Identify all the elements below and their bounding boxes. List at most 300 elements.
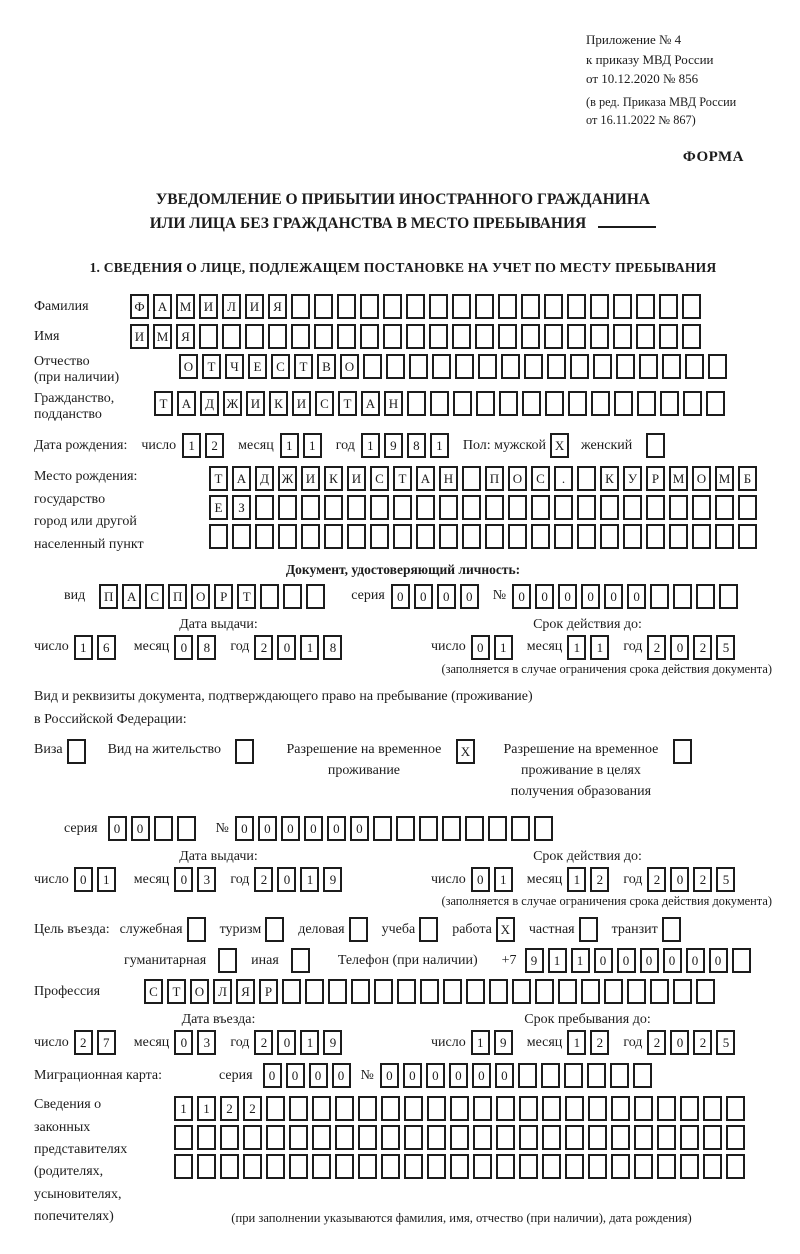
char-cell[interactable]: 1 bbox=[97, 867, 116, 892]
char-cell[interactable] bbox=[465, 816, 484, 841]
char-cell[interactable]: Т bbox=[167, 979, 186, 1004]
char-cell[interactable]: 1 bbox=[471, 1030, 490, 1055]
char-cell[interactable] bbox=[499, 391, 518, 416]
char-cell[interactable] bbox=[634, 1125, 653, 1150]
char-cell[interactable] bbox=[370, 495, 389, 520]
char-cell[interactable] bbox=[283, 584, 302, 609]
char-cell[interactable] bbox=[682, 324, 701, 349]
char-cell[interactable]: 1 bbox=[74, 635, 93, 660]
char-cell[interactable] bbox=[381, 1154, 400, 1179]
char-cell[interactable]: 2 bbox=[590, 867, 609, 892]
char-cell[interactable] bbox=[564, 1063, 583, 1088]
purpose-business-checkbox[interactable] bbox=[349, 917, 368, 942]
char-cell[interactable] bbox=[650, 584, 669, 609]
char-cell[interactable] bbox=[545, 391, 564, 416]
char-cell[interactable] bbox=[531, 495, 550, 520]
char-cell[interactable] bbox=[301, 524, 320, 549]
char-cell[interactable]: О bbox=[508, 466, 527, 491]
char-cell[interactable]: 0 bbox=[174, 635, 193, 660]
char-cell[interactable] bbox=[266, 1096, 285, 1121]
char-cell[interactable]: 7 bbox=[97, 1030, 116, 1055]
sex-female-checkbox[interactable] bbox=[646, 433, 665, 458]
char-cell[interactable] bbox=[577, 495, 596, 520]
char-cell[interactable]: 0 bbox=[437, 584, 456, 609]
char-cell[interactable] bbox=[374, 979, 393, 1004]
char-cell[interactable] bbox=[614, 391, 633, 416]
char-cell[interactable] bbox=[289, 1096, 308, 1121]
char-cell[interactable] bbox=[547, 354, 566, 379]
char-cell[interactable]: 0 bbox=[263, 1063, 282, 1088]
char-cell[interactable] bbox=[305, 979, 324, 1004]
char-cell[interactable]: 0 bbox=[74, 867, 93, 892]
char-cell[interactable] bbox=[220, 1125, 239, 1150]
char-cell[interactable] bbox=[324, 495, 343, 520]
char-cell[interactable] bbox=[542, 1125, 561, 1150]
char-cell[interactable]: 0 bbox=[627, 584, 646, 609]
char-cell[interactable]: Т bbox=[209, 466, 228, 491]
char-cell[interactable]: С bbox=[531, 466, 550, 491]
char-cell[interactable] bbox=[568, 391, 587, 416]
char-cell[interactable] bbox=[577, 524, 596, 549]
char-cell[interactable] bbox=[696, 584, 715, 609]
char-cell[interactable] bbox=[453, 391, 472, 416]
char-cell[interactable] bbox=[593, 354, 612, 379]
char-cell[interactable] bbox=[715, 495, 734, 520]
char-cell[interactable]: 0 bbox=[604, 584, 623, 609]
char-cell[interactable]: 0 bbox=[380, 1063, 399, 1088]
char-cell[interactable] bbox=[337, 294, 356, 319]
char-cell[interactable] bbox=[600, 524, 619, 549]
char-cell[interactable] bbox=[416, 524, 435, 549]
char-cell[interactable] bbox=[669, 524, 688, 549]
char-cell[interactable]: 0 bbox=[686, 948, 705, 973]
char-cell[interactable]: Д bbox=[200, 391, 219, 416]
char-cell[interactable] bbox=[657, 1096, 676, 1121]
char-cell[interactable] bbox=[222, 324, 241, 349]
char-cell[interactable] bbox=[522, 391, 541, 416]
char-cell[interactable]: 1 bbox=[300, 635, 319, 660]
char-cell[interactable]: М bbox=[176, 294, 195, 319]
char-cell[interactable] bbox=[501, 354, 520, 379]
char-cell[interactable] bbox=[732, 948, 751, 973]
char-cell[interactable] bbox=[680, 1154, 699, 1179]
char-cell[interactable]: 1 bbox=[303, 433, 322, 458]
char-cell[interactable] bbox=[278, 495, 297, 520]
char-cell[interactable]: 0 bbox=[332, 1063, 351, 1088]
char-cell[interactable]: 5 bbox=[716, 867, 735, 892]
char-cell[interactable] bbox=[291, 324, 310, 349]
char-cell[interactable] bbox=[519, 1125, 538, 1150]
char-cell[interactable]: 0 bbox=[327, 816, 346, 841]
char-cell[interactable]: 0 bbox=[131, 816, 150, 841]
char-cell[interactable]: К bbox=[324, 466, 343, 491]
char-cell[interactable]: 9 bbox=[525, 948, 544, 973]
char-cell[interactable]: 8 bbox=[323, 635, 342, 660]
char-cell[interactable]: 1 bbox=[182, 433, 201, 458]
char-cell[interactable]: И bbox=[246, 391, 265, 416]
char-cell[interactable] bbox=[633, 1063, 652, 1088]
char-cell[interactable] bbox=[541, 1063, 560, 1088]
char-cell[interactable]: 2 bbox=[254, 635, 273, 660]
char-cell[interactable] bbox=[416, 495, 435, 520]
char-cell[interactable]: Ж bbox=[223, 391, 242, 416]
char-cell[interactable]: 1 bbox=[567, 867, 586, 892]
char-cell[interactable]: 8 bbox=[197, 635, 216, 660]
char-cell[interactable] bbox=[154, 816, 173, 841]
char-cell[interactable] bbox=[558, 979, 577, 1004]
char-cell[interactable]: 0 bbox=[581, 584, 600, 609]
char-cell[interactable] bbox=[404, 1154, 423, 1179]
char-cell[interactable] bbox=[475, 294, 494, 319]
char-cell[interactable] bbox=[685, 354, 704, 379]
char-cell[interactable]: М bbox=[715, 466, 734, 491]
char-cell[interactable] bbox=[266, 1125, 285, 1150]
purpose-tourism-checkbox[interactable] bbox=[265, 917, 284, 942]
char-cell[interactable] bbox=[542, 1154, 561, 1179]
char-cell[interactable] bbox=[177, 816, 196, 841]
char-cell[interactable] bbox=[306, 584, 325, 609]
char-cell[interactable] bbox=[496, 1125, 515, 1150]
char-cell[interactable] bbox=[396, 816, 415, 841]
char-cell[interactable] bbox=[703, 1154, 722, 1179]
char-cell[interactable]: А bbox=[177, 391, 196, 416]
char-cell[interactable] bbox=[634, 1154, 653, 1179]
char-cell[interactable]: 0 bbox=[391, 584, 410, 609]
char-cell[interactable] bbox=[406, 294, 425, 319]
char-cell[interactable] bbox=[636, 294, 655, 319]
char-cell[interactable] bbox=[220, 1154, 239, 1179]
char-cell[interactable] bbox=[427, 1125, 446, 1150]
char-cell[interactable]: 3 bbox=[197, 1030, 216, 1055]
char-cell[interactable]: 0 bbox=[558, 584, 577, 609]
char-cell[interactable]: 5 bbox=[716, 635, 735, 660]
char-cell[interactable] bbox=[462, 495, 481, 520]
char-cell[interactable]: П bbox=[168, 584, 187, 609]
char-cell[interactable]: Т bbox=[202, 354, 221, 379]
char-cell[interactable] bbox=[197, 1125, 216, 1150]
char-cell[interactable]: 2 bbox=[205, 433, 224, 458]
char-cell[interactable]: 0 bbox=[495, 1063, 514, 1088]
char-cell[interactable] bbox=[358, 1096, 377, 1121]
char-cell[interactable] bbox=[639, 354, 658, 379]
purpose-official-checkbox[interactable] bbox=[187, 917, 206, 942]
char-cell[interactable]: И bbox=[347, 466, 366, 491]
char-cell[interactable] bbox=[591, 391, 610, 416]
char-cell[interactable] bbox=[616, 354, 635, 379]
char-cell[interactable]: 0 bbox=[426, 1063, 445, 1088]
char-cell[interactable] bbox=[662, 354, 681, 379]
char-cell[interactable] bbox=[623, 495, 642, 520]
char-cell[interactable]: Ч bbox=[225, 354, 244, 379]
char-cell[interactable]: 1 bbox=[300, 1030, 319, 1055]
char-cell[interactable]: Ж bbox=[278, 466, 297, 491]
char-cell[interactable]: 2 bbox=[254, 867, 273, 892]
char-cell[interactable]: 0 bbox=[709, 948, 728, 973]
char-cell[interactable] bbox=[554, 524, 573, 549]
char-cell[interactable]: А bbox=[153, 294, 172, 319]
char-cell[interactable] bbox=[673, 979, 692, 1004]
char-cell[interactable] bbox=[508, 524, 527, 549]
char-cell[interactable] bbox=[611, 1125, 630, 1150]
char-cell[interactable] bbox=[524, 354, 543, 379]
char-cell[interactable]: 1 bbox=[280, 433, 299, 458]
char-cell[interactable]: 2 bbox=[693, 867, 712, 892]
char-cell[interactable] bbox=[466, 979, 485, 1004]
char-cell[interactable] bbox=[450, 1125, 469, 1150]
char-cell[interactable] bbox=[328, 979, 347, 1004]
char-cell[interactable] bbox=[590, 324, 609, 349]
char-cell[interactable] bbox=[386, 354, 405, 379]
char-cell[interactable] bbox=[393, 524, 412, 549]
char-cell[interactable] bbox=[696, 979, 715, 1004]
char-cell[interactable]: У bbox=[623, 466, 642, 491]
temp-residence-checkbox[interactable]: X bbox=[456, 739, 475, 764]
char-cell[interactable] bbox=[565, 1096, 584, 1121]
char-cell[interactable]: 0 bbox=[617, 948, 636, 973]
char-cell[interactable] bbox=[570, 354, 589, 379]
char-cell[interactable] bbox=[282, 979, 301, 1004]
char-cell[interactable] bbox=[627, 979, 646, 1004]
char-cell[interactable] bbox=[312, 1154, 331, 1179]
char-cell[interactable] bbox=[587, 1063, 606, 1088]
char-cell[interactable]: Л bbox=[213, 979, 232, 1004]
char-cell[interactable]: С bbox=[145, 584, 164, 609]
char-cell[interactable]: А bbox=[122, 584, 141, 609]
char-cell[interactable] bbox=[534, 816, 553, 841]
char-cell[interactable]: Е bbox=[248, 354, 267, 379]
char-cell[interactable] bbox=[476, 391, 495, 416]
char-cell[interactable]: 0 bbox=[670, 1030, 689, 1055]
char-cell[interactable]: М bbox=[153, 324, 172, 349]
char-cell[interactable]: 1 bbox=[571, 948, 590, 973]
char-cell[interactable] bbox=[245, 324, 264, 349]
char-cell[interactable] bbox=[646, 524, 665, 549]
char-cell[interactable] bbox=[521, 324, 540, 349]
char-cell[interactable]: Т bbox=[393, 466, 412, 491]
char-cell[interactable] bbox=[518, 1063, 537, 1088]
char-cell[interactable] bbox=[429, 294, 448, 319]
char-cell[interactable] bbox=[209, 524, 228, 549]
char-cell[interactable] bbox=[314, 324, 333, 349]
char-cell[interactable]: И bbox=[292, 391, 311, 416]
char-cell[interactable] bbox=[738, 495, 757, 520]
char-cell[interactable] bbox=[462, 524, 481, 549]
char-cell[interactable] bbox=[360, 324, 379, 349]
char-cell[interactable]: В bbox=[317, 354, 336, 379]
char-cell[interactable] bbox=[703, 1096, 722, 1121]
char-cell[interactable]: 1 bbox=[494, 867, 513, 892]
char-cell[interactable]: К bbox=[269, 391, 288, 416]
char-cell[interactable]: 0 bbox=[472, 1063, 491, 1088]
char-cell[interactable] bbox=[337, 324, 356, 349]
char-cell[interactable]: 0 bbox=[281, 816, 300, 841]
char-cell[interactable]: 0 bbox=[277, 1030, 296, 1055]
char-cell[interactable]: Р bbox=[214, 584, 233, 609]
char-cell[interactable] bbox=[588, 1154, 607, 1179]
char-cell[interactable] bbox=[450, 1154, 469, 1179]
char-cell[interactable] bbox=[289, 1154, 308, 1179]
char-cell[interactable] bbox=[243, 1154, 262, 1179]
char-cell[interactable]: 1 bbox=[494, 635, 513, 660]
char-cell[interactable]: 1 bbox=[548, 948, 567, 973]
char-cell[interactable] bbox=[430, 391, 449, 416]
char-cell[interactable] bbox=[692, 524, 711, 549]
char-cell[interactable] bbox=[544, 324, 563, 349]
char-cell[interactable] bbox=[660, 391, 679, 416]
char-cell[interactable] bbox=[636, 324, 655, 349]
char-cell[interactable] bbox=[381, 1125, 400, 1150]
char-cell[interactable]: 1 bbox=[361, 433, 380, 458]
char-cell[interactable]: 1 bbox=[197, 1096, 216, 1121]
char-cell[interactable]: 0 bbox=[235, 816, 254, 841]
char-cell[interactable]: О bbox=[191, 584, 210, 609]
char-cell[interactable]: С bbox=[315, 391, 334, 416]
char-cell[interactable] bbox=[335, 1154, 354, 1179]
char-cell[interactable]: С bbox=[370, 466, 389, 491]
char-cell[interactable] bbox=[199, 324, 218, 349]
char-cell[interactable]: А bbox=[416, 466, 435, 491]
char-cell[interactable]: 2 bbox=[220, 1096, 239, 1121]
char-cell[interactable] bbox=[432, 354, 451, 379]
purpose-study-checkbox[interactable] bbox=[419, 917, 438, 942]
char-cell[interactable]: 0 bbox=[663, 948, 682, 973]
char-cell[interactable] bbox=[680, 1125, 699, 1150]
char-cell[interactable] bbox=[498, 324, 517, 349]
char-cell[interactable]: 0 bbox=[309, 1063, 328, 1088]
char-cell[interactable]: 0 bbox=[670, 635, 689, 660]
char-cell[interactable] bbox=[439, 495, 458, 520]
char-cell[interactable] bbox=[174, 1125, 193, 1150]
visa-checkbox[interactable] bbox=[67, 739, 86, 764]
char-cell[interactable] bbox=[659, 294, 678, 319]
char-cell[interactable] bbox=[312, 1096, 331, 1121]
char-cell[interactable] bbox=[260, 584, 279, 609]
char-cell[interactable] bbox=[682, 294, 701, 319]
char-cell[interactable] bbox=[657, 1125, 676, 1150]
char-cell[interactable]: 2 bbox=[647, 867, 666, 892]
char-cell[interactable] bbox=[613, 294, 632, 319]
char-cell[interactable] bbox=[508, 495, 527, 520]
char-cell[interactable]: Р bbox=[259, 979, 278, 1004]
char-cell[interactable] bbox=[278, 524, 297, 549]
char-cell[interactable]: Т bbox=[338, 391, 357, 416]
char-cell[interactable] bbox=[347, 495, 366, 520]
char-cell[interactable] bbox=[268, 324, 287, 349]
char-cell[interactable]: Н bbox=[439, 466, 458, 491]
char-cell[interactable] bbox=[577, 466, 596, 491]
char-cell[interactable] bbox=[565, 1125, 584, 1150]
char-cell[interactable]: 2 bbox=[647, 635, 666, 660]
char-cell[interactable]: 1 bbox=[567, 1030, 586, 1055]
char-cell[interactable] bbox=[335, 1125, 354, 1150]
char-cell[interactable] bbox=[703, 1125, 722, 1150]
char-cell[interactable] bbox=[715, 524, 734, 549]
char-cell[interactable] bbox=[255, 524, 274, 549]
char-cell[interactable] bbox=[452, 294, 471, 319]
char-cell[interactable] bbox=[535, 979, 554, 1004]
char-cell[interactable] bbox=[669, 495, 688, 520]
char-cell[interactable] bbox=[611, 1096, 630, 1121]
char-cell[interactable]: 0 bbox=[304, 816, 323, 841]
char-cell[interactable] bbox=[554, 495, 573, 520]
char-cell[interactable] bbox=[488, 816, 507, 841]
char-cell[interactable] bbox=[427, 1154, 446, 1179]
char-cell[interactable] bbox=[429, 324, 448, 349]
char-cell[interactable] bbox=[370, 524, 389, 549]
char-cell[interactable]: П bbox=[99, 584, 118, 609]
char-cell[interactable]: 1 bbox=[590, 635, 609, 660]
char-cell[interactable]: 9 bbox=[323, 867, 342, 892]
char-cell[interactable] bbox=[383, 324, 402, 349]
char-cell[interactable] bbox=[611, 1154, 630, 1179]
char-cell[interactable]: 0 bbox=[174, 867, 193, 892]
char-cell[interactable]: Т bbox=[294, 354, 313, 379]
char-cell[interactable] bbox=[706, 391, 725, 416]
char-cell[interactable] bbox=[443, 979, 462, 1004]
char-cell[interactable] bbox=[397, 979, 416, 1004]
char-cell[interactable]: Д bbox=[255, 466, 274, 491]
char-cell[interactable]: . bbox=[554, 466, 573, 491]
char-cell[interactable] bbox=[531, 524, 550, 549]
char-cell[interactable]: Я bbox=[268, 294, 287, 319]
char-cell[interactable]: 6 bbox=[97, 635, 116, 660]
char-cell[interactable]: 0 bbox=[460, 584, 479, 609]
char-cell[interactable] bbox=[404, 1125, 423, 1150]
char-cell[interactable] bbox=[519, 1096, 538, 1121]
char-cell[interactable] bbox=[381, 1096, 400, 1121]
char-cell[interactable] bbox=[512, 979, 531, 1004]
char-cell[interactable]: Р bbox=[646, 466, 665, 491]
char-cell[interactable] bbox=[542, 1096, 561, 1121]
sex-male-checkbox[interactable]: X bbox=[550, 433, 569, 458]
char-cell[interactable]: Н bbox=[384, 391, 403, 416]
char-cell[interactable]: И bbox=[301, 466, 320, 491]
char-cell[interactable] bbox=[243, 1125, 262, 1150]
char-cell[interactable]: К bbox=[600, 466, 619, 491]
char-cell[interactable] bbox=[683, 391, 702, 416]
char-cell[interactable]: 1 bbox=[430, 433, 449, 458]
char-cell[interactable] bbox=[266, 1154, 285, 1179]
char-cell[interactable]: 0 bbox=[449, 1063, 468, 1088]
char-cell[interactable]: 9 bbox=[494, 1030, 513, 1055]
char-cell[interactable]: А bbox=[361, 391, 380, 416]
char-cell[interactable] bbox=[383, 294, 402, 319]
char-cell[interactable] bbox=[726, 1125, 745, 1150]
char-cell[interactable]: Я bbox=[236, 979, 255, 1004]
char-cell[interactable] bbox=[496, 1096, 515, 1121]
char-cell[interactable] bbox=[478, 354, 497, 379]
char-cell[interactable]: 9 bbox=[323, 1030, 342, 1055]
char-cell[interactable]: 0 bbox=[286, 1063, 305, 1088]
char-cell[interactable] bbox=[409, 354, 428, 379]
char-cell[interactable] bbox=[232, 524, 251, 549]
char-cell[interactable] bbox=[442, 816, 461, 841]
char-cell[interactable]: И bbox=[199, 294, 218, 319]
char-cell[interactable]: 0 bbox=[174, 1030, 193, 1055]
char-cell[interactable] bbox=[719, 584, 738, 609]
char-cell[interactable] bbox=[485, 495, 504, 520]
char-cell[interactable]: О bbox=[179, 354, 198, 379]
char-cell[interactable]: 2 bbox=[243, 1096, 262, 1121]
char-cell[interactable] bbox=[452, 324, 471, 349]
char-cell[interactable] bbox=[289, 1125, 308, 1150]
char-cell[interactable] bbox=[544, 294, 563, 319]
char-cell[interactable] bbox=[726, 1096, 745, 1121]
residence-permit-checkbox[interactable] bbox=[235, 739, 254, 764]
purpose-other-checkbox[interactable] bbox=[291, 948, 310, 973]
char-cell[interactable] bbox=[473, 1154, 492, 1179]
char-cell[interactable] bbox=[174, 1154, 193, 1179]
